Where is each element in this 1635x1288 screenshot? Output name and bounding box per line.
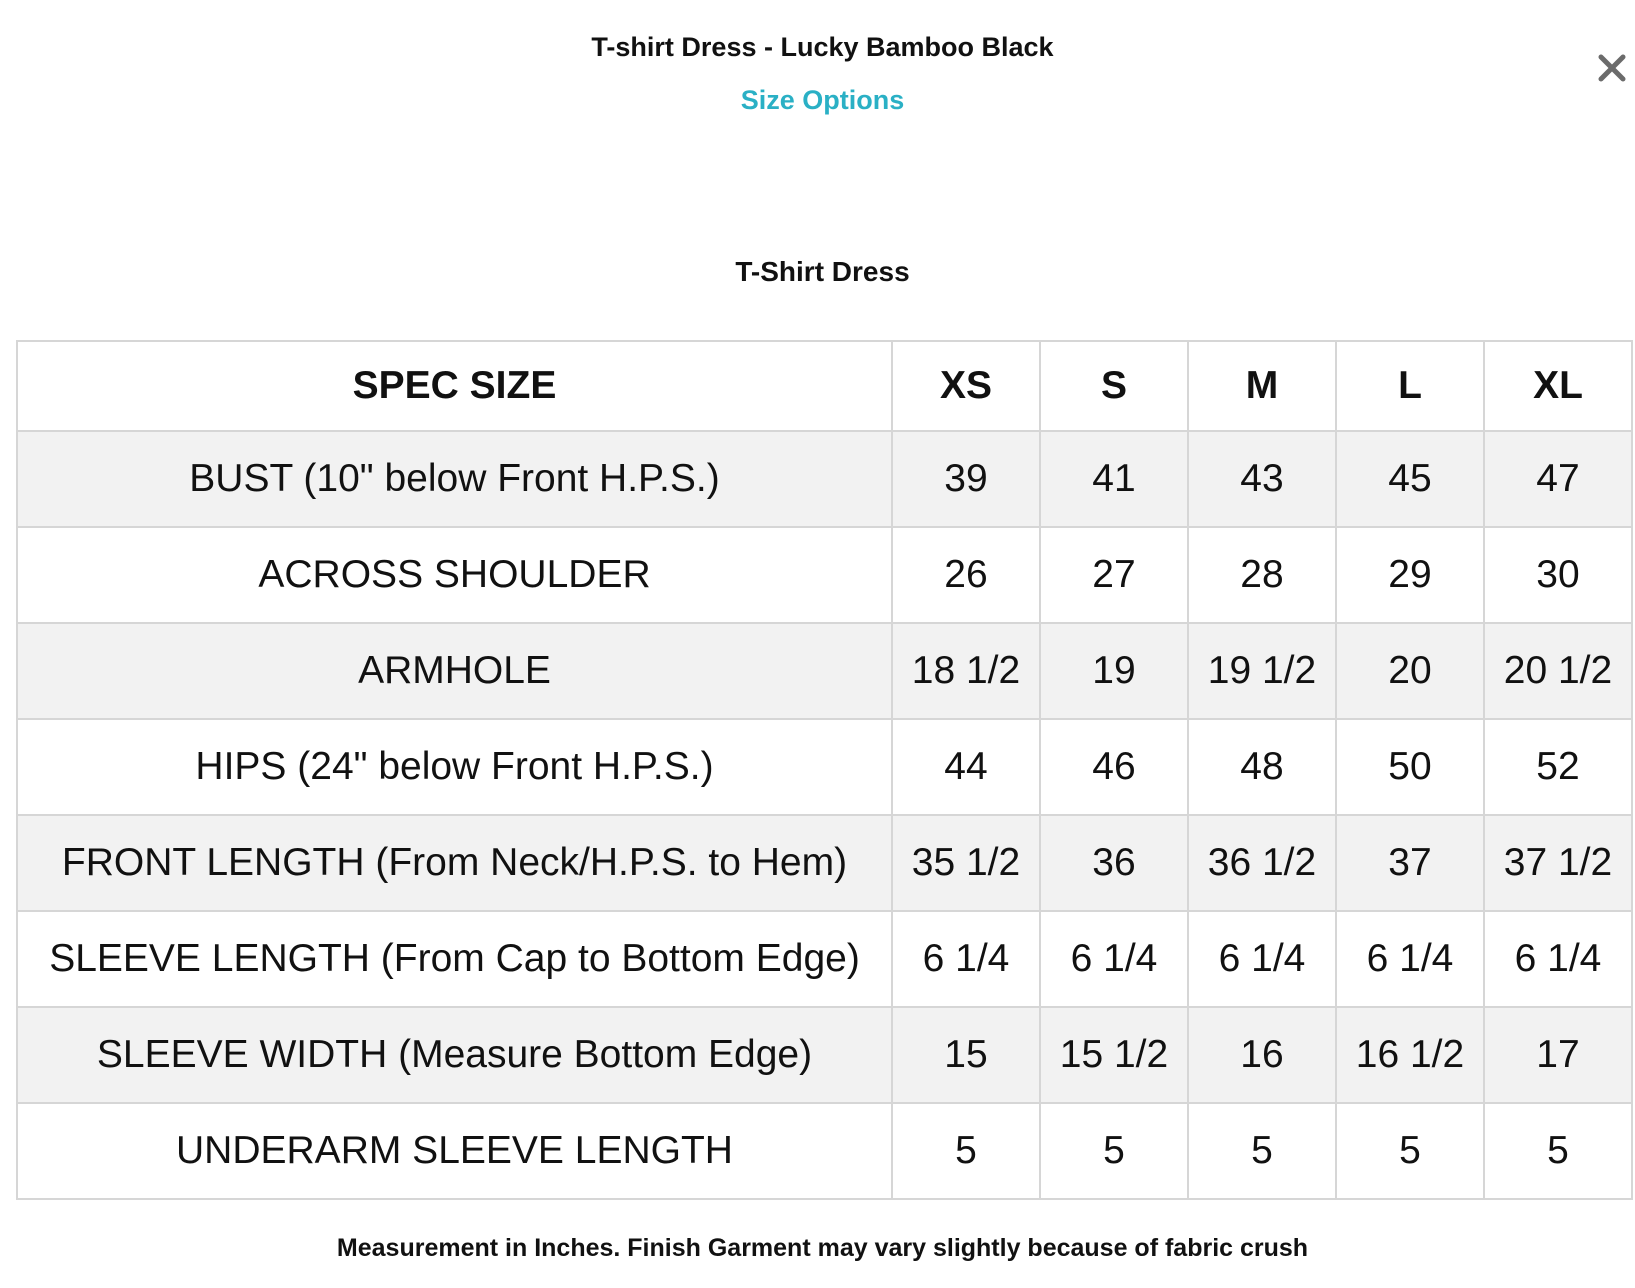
size-value-xl: 37 1/2 (1484, 815, 1632, 911)
spec-label: ACROSS SHOULDER (17, 527, 892, 623)
size-value-m: 19 1/2 (1188, 623, 1336, 719)
table-row (17, 527, 1632, 623)
product-title: T-shirt Dress - Lucky Bamboo Black (591, 32, 1054, 62)
spec-label: FRONT LENGTH (From Neck/H.P.S. to Hem) (17, 815, 892, 911)
table-row (17, 911, 1632, 1007)
size-value-xs: 26 (892, 527, 1040, 623)
size-value-xs: 15 (892, 1007, 1040, 1103)
column-header-m: M (1188, 341, 1336, 431)
size-value-xl: 47 (1484, 431, 1632, 527)
table-row (17, 431, 1632, 527)
size-value-s: 27 (1040, 527, 1188, 623)
size-value-m: 5 (1188, 1103, 1336, 1199)
size-value-xl: 30 (1484, 527, 1632, 623)
table-row (17, 1103, 1632, 1199)
size-value-l: 50 (1336, 719, 1484, 815)
size-options-heading: Size Options (740, 85, 905, 115)
size-value-s: 19 (1040, 623, 1188, 719)
table-title: T-Shirt Dress (735, 256, 910, 287)
size-value-xs: 18 1/2 (892, 623, 1040, 719)
column-header-xl: XL (1484, 341, 1632, 431)
close-icon[interactable] (1592, 48, 1632, 88)
size-value-s: 5 (1040, 1103, 1188, 1199)
size-value-xs: 6 1/4 (892, 911, 1040, 1007)
measurement-footnote: Measurement in Inches. Finish Garment may vary slightly because of fabric crush (336, 1234, 1309, 1262)
size-value-l: 6 1/4 (1336, 911, 1484, 1007)
size-value-m: 16 (1188, 1007, 1336, 1103)
size-value-xl: 52 (1484, 719, 1632, 815)
table-row (17, 623, 1632, 719)
size-value-l: 29 (1336, 527, 1484, 623)
size-value-s: 46 (1040, 719, 1188, 815)
size-value-m: 6 1/4 (1188, 911, 1336, 1007)
size-value-s: 15 1/2 (1040, 1007, 1188, 1103)
column-header-l: L (1336, 341, 1484, 431)
table-row (17, 719, 1632, 815)
size-value-l: 5 (1336, 1103, 1484, 1199)
size-value-xs: 5 (892, 1103, 1040, 1199)
size-value-l: 37 (1336, 815, 1484, 911)
size-value-l: 16 1/2 (1336, 1007, 1484, 1103)
column-header-spec-size: SPEC SIZE (17, 341, 892, 431)
size-chart-table (16, 340, 1633, 1200)
size-value-xs: 35 1/2 (892, 815, 1040, 911)
spec-label: ARMHOLE (17, 623, 892, 719)
spec-label: BUST (10" below Front H.P.S.) (17, 431, 892, 527)
column-header-xs: XS (892, 341, 1040, 431)
size-value-s: 36 (1040, 815, 1188, 911)
size-value-m: 48 (1188, 719, 1336, 815)
size-value-xl: 20 1/2 (1484, 623, 1632, 719)
size-value-m: 43 (1188, 431, 1336, 527)
size-value-xl: 17 (1484, 1007, 1632, 1103)
spec-label: UNDERARM SLEEVE LENGTH (17, 1103, 892, 1199)
size-value-l: 45 (1336, 431, 1484, 527)
size-value-xl: 5 (1484, 1103, 1632, 1199)
spec-label: HIPS (24" below Front H.P.S.) (17, 719, 892, 815)
column-header-s: S (1040, 341, 1188, 431)
size-value-s: 6 1/4 (1040, 911, 1188, 1007)
size-value-xs: 44 (892, 719, 1040, 815)
close-button[interactable] (1592, 48, 1632, 88)
size-value-xl: 6 1/4 (1484, 911, 1632, 1007)
size-value-l: 20 (1336, 623, 1484, 719)
spec-label: SLEEVE LENGTH (From Cap to Bottom Edge) (17, 911, 892, 1007)
spec-label: SLEEVE WIDTH (Measure Bottom Edge) (17, 1007, 892, 1103)
table-header-row (17, 341, 1632, 431)
table-row (17, 1007, 1632, 1103)
size-value-m: 28 (1188, 527, 1336, 623)
table-row (17, 815, 1632, 911)
size-value-m: 36 1/2 (1188, 815, 1336, 911)
size-value-s: 41 (1040, 431, 1188, 527)
size-value-xs: 39 (892, 431, 1040, 527)
